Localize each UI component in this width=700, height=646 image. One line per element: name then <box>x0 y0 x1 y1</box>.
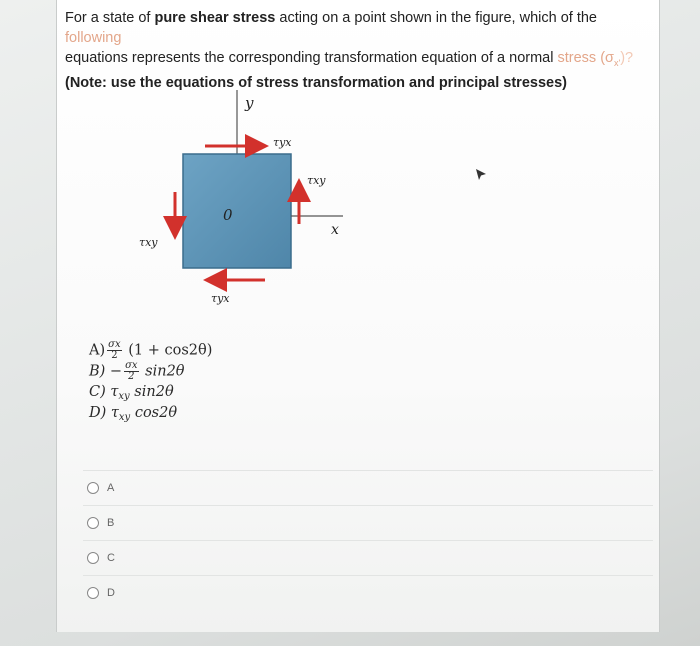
choice-c[interactable] <box>83 540 653 575</box>
tau-xy-right-label: τxy <box>307 174 326 187</box>
stress-element-diagram <box>83 88 343 308</box>
choice-d-label: D <box>107 587 115 599</box>
option-a-text: A) $\frac{\sigma x}{2}$ (1 + cos2θ) <box>89 339 213 361</box>
radio-d[interactable] <box>87 587 99 599</box>
answer-choices <box>83 470 653 610</box>
answer-options-list <box>89 340 212 424</box>
tau-yx-bottom-label: τyx <box>211 292 230 305</box>
origin-label: 0 <box>223 206 233 224</box>
choice-b[interactable] <box>83 505 653 540</box>
choice-b-label: B <box>107 517 115 529</box>
radio-c[interactable] <box>87 552 99 564</box>
tau-yx-top-label: τyx <box>273 136 292 149</box>
stress-element <box>183 154 291 268</box>
radio-a[interactable] <box>87 482 99 494</box>
option-c-text: C) $\tau_{xy}$ sin2θ <box>89 384 174 402</box>
choice-a-label: A <box>107 482 115 494</box>
question-text: For a state of pure shear stress acting on a point shown in the figure, which of the following equations represents the corresponding transformation equation of a normal stress $(\sigma_{x'})$? (Note: use the equations of stress transformation and principal stresses) <box>65 10 634 91</box>
question-card <box>56 0 660 632</box>
radio-b[interactable] <box>87 517 99 529</box>
choice-d[interactable] <box>83 575 653 610</box>
choice-c-label: C <box>107 552 115 564</box>
tau-xy-left-label: τxy <box>139 236 158 249</box>
option-b-text: B) − $\frac{\sigma x}{2}$ sin2θ <box>89 360 185 382</box>
choice-a[interactable] <box>83 470 653 505</box>
option-d-text: D) $\tau_{xy}$ cos2θ <box>89 405 178 423</box>
y-axis-label: y <box>245 94 254 112</box>
x-axis-label: x <box>331 222 339 238</box>
mouse-cursor-icon <box>474 168 488 182</box>
